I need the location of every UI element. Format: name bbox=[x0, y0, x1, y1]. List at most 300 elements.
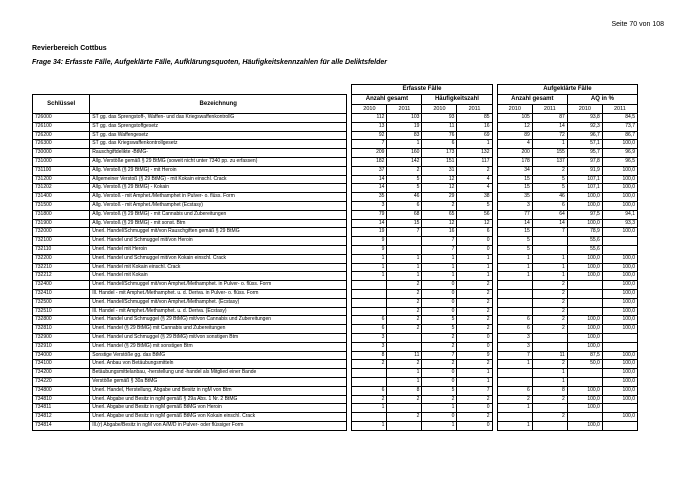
description-cell: Unerl. Handel und Schmuggel (§ 29 BtMG) mit/von Cannabis und Zubereitungen bbox=[90, 316, 347, 325]
description-cell: Unerl. Abgabe und Besitz in ngM gemäß § 29a Abs. 1 Nr. 2 BtMG bbox=[90, 395, 347, 404]
haeufigkeit-2011: 1 bbox=[457, 254, 492, 263]
aufgeklaert-2011: 1 bbox=[532, 254, 567, 263]
table-row bbox=[33, 272, 638, 281]
aq-2010: 100,0 bbox=[567, 219, 602, 228]
aq-2010: 96,7 bbox=[567, 131, 602, 140]
table-row bbox=[33, 404, 638, 413]
erfasst-2011: 1 bbox=[387, 377, 422, 386]
description-cell: Unerl. Handel und Schmuggel mit/von Heroin bbox=[90, 237, 347, 246]
aq-2011: 100,0 bbox=[602, 395, 637, 404]
aq-2011 bbox=[602, 342, 637, 351]
haeufigkeit-2010: 29 bbox=[422, 193, 457, 202]
haeufigkeit-2011: 16 bbox=[457, 122, 492, 131]
key-cell: 726300 bbox=[33, 140, 90, 149]
erfasst-2011: 2 bbox=[387, 360, 422, 369]
aq-2010: 91,9 bbox=[567, 166, 602, 175]
aq-2010 bbox=[567, 413, 602, 422]
haeufigkeit-2010: 173 bbox=[422, 149, 457, 158]
haeufigkeit-2010: 0 bbox=[422, 413, 457, 422]
aq-2011 bbox=[602, 245, 637, 254]
key-cell: 726100 bbox=[33, 122, 90, 131]
table-row bbox=[33, 289, 638, 298]
aufgeklaert-2011: 87 bbox=[532, 114, 567, 123]
description-cell: Unerl. Handel, Herstellung, Abgabe und Besitz in ngM von Btm bbox=[90, 386, 347, 395]
haeufigkeit-2011: 6 bbox=[457, 228, 492, 237]
aufgeklaert-2011: 1 bbox=[532, 272, 567, 281]
aufgeklaert-2010 bbox=[497, 369, 532, 378]
key-cell: 732400 bbox=[33, 281, 90, 290]
aq-2010: 100,0 bbox=[567, 395, 602, 404]
aufgeklaert-2010: 5 bbox=[497, 237, 532, 246]
aq-2011: 96,9 bbox=[602, 149, 637, 158]
erfasst-2011: 1 bbox=[387, 254, 422, 263]
key-cell: 732510 bbox=[33, 307, 90, 316]
aq-2010: 100,0 bbox=[567, 386, 602, 395]
aq-2011: 100,0 bbox=[602, 386, 637, 395]
description-cell: Allg. Verstöße gemäß § 29 BtMG (soweit nicht unter 7340 pp. zu erfassen) bbox=[90, 157, 347, 166]
erfasst-2010: 37 bbox=[352, 166, 387, 175]
aufgeklaert-2011: 2 bbox=[532, 395, 567, 404]
year-header: 2010 bbox=[497, 105, 532, 114]
key-cell: 731500 bbox=[33, 201, 90, 210]
haeufigkeit-2010: 1 bbox=[422, 421, 457, 430]
aufgeklaert-2010 bbox=[497, 307, 532, 316]
haeufigkeit-2010: 0 bbox=[422, 307, 457, 316]
description-cell: Sonstige Verstöße gg. das BtMG bbox=[90, 351, 347, 360]
erfasst-2010: 3 bbox=[352, 333, 387, 342]
aufgeklaert-2011: 7 bbox=[532, 228, 567, 237]
aq-2010 bbox=[567, 298, 602, 307]
aq-2010: 100,0 bbox=[567, 333, 602, 342]
aufgeklaert-2011: 2 bbox=[532, 325, 567, 334]
haeufigkeit-2011: 12 bbox=[457, 219, 492, 228]
table-row bbox=[33, 201, 638, 210]
haeufigkeit-2011: 2 bbox=[457, 325, 492, 334]
key-cell: 732110 bbox=[33, 245, 90, 254]
aq-2010: 93,8 bbox=[567, 114, 602, 123]
table-row bbox=[33, 210, 638, 219]
table-row bbox=[33, 263, 638, 272]
haeufigkeit-2011: 4 bbox=[457, 184, 492, 193]
haeufigkeit-2011: 9 bbox=[457, 351, 492, 360]
header-anzahl: Anzahl gesamt bbox=[352, 95, 422, 105]
aq-2010: 97,8 bbox=[567, 157, 602, 166]
aufgeklaert-2011: 14 bbox=[532, 219, 567, 228]
erfasst-2011 bbox=[387, 342, 422, 351]
erfasst-2011: 2 bbox=[387, 298, 422, 307]
page-number: Seite 70 von 108 bbox=[611, 21, 664, 28]
haeufigkeit-2011: 0 bbox=[457, 342, 492, 351]
erfasst-2011: 5 bbox=[387, 175, 422, 184]
key-cell: 726200 bbox=[33, 131, 90, 140]
erfasst-2010: 14 bbox=[352, 219, 387, 228]
erfasst-2010: 14 bbox=[352, 184, 387, 193]
key-cell: 732100 bbox=[33, 237, 90, 246]
key-cell: 731400 bbox=[33, 193, 90, 202]
table-row bbox=[33, 369, 638, 378]
aufgeklaert-2010: 178 bbox=[497, 157, 532, 166]
haeufigkeit-2011: 2 bbox=[457, 298, 492, 307]
aq-2010: 107,1 bbox=[567, 175, 602, 184]
header-bezeichnung: Bezeichnung bbox=[90, 95, 347, 114]
aufgeklaert-2011: 2 bbox=[532, 307, 567, 316]
haeufigkeit-2011: 85 bbox=[457, 114, 492, 123]
table-row bbox=[33, 175, 638, 184]
aq-2011: 100,0 bbox=[602, 228, 637, 237]
table-row bbox=[33, 360, 638, 369]
haeufigkeit-2010: 12 bbox=[422, 175, 457, 184]
haeufigkeit-2010: 2 bbox=[422, 333, 457, 342]
description-cell: Unerl. Handel mit Heroin bbox=[90, 245, 347, 254]
erfasst-2011: 2 bbox=[387, 307, 422, 316]
aufgeklaert-2011: 2 bbox=[532, 166, 567, 175]
aufgeklaert-2011: 5 bbox=[532, 184, 567, 193]
erfasst-2010: 9 bbox=[352, 237, 387, 246]
aq-2010: 55,6 bbox=[567, 245, 602, 254]
haeufigkeit-2011: 0 bbox=[457, 421, 492, 430]
erfasst-2010: 35 bbox=[352, 193, 387, 202]
aq-2011: 100,0 bbox=[602, 360, 637, 369]
haeufigkeit-2010: 6 bbox=[422, 140, 457, 149]
aufgeklaert-2011: 5 bbox=[532, 175, 567, 184]
erfasst-2011: 2 bbox=[387, 395, 422, 404]
erfasst-2010: 112 bbox=[352, 114, 387, 123]
aufgeklaert-2011: 137 bbox=[532, 157, 567, 166]
table-row bbox=[33, 219, 638, 228]
aufgeklaert-2010: 4 bbox=[497, 140, 532, 149]
aq-2011 bbox=[602, 333, 637, 342]
aufgeklaert-2011: 2 bbox=[532, 413, 567, 422]
haeufigkeit-2010: 1 bbox=[422, 254, 457, 263]
haeufigkeit-2011: 2 bbox=[457, 413, 492, 422]
year-header: 2011 bbox=[532, 105, 567, 114]
aq-2010: 100,0 bbox=[567, 263, 602, 272]
aufgeklaert-2010: 89 bbox=[497, 131, 532, 140]
haeufigkeit-2010: 11 bbox=[422, 122, 457, 131]
aufgeklaert-2010: 6 bbox=[497, 316, 532, 325]
erfasst-2011 bbox=[387, 404, 422, 413]
table-row bbox=[33, 298, 638, 307]
description-cell: Unerl. Abgabe und Besitz in ngM gemäß BtMG von Kokain einschl. Crack bbox=[90, 413, 347, 422]
aufgeklaert-2011: 2 bbox=[532, 281, 567, 290]
description-cell: Allg. Verstoß (§ 29 BtMG) - mit sonst. Btm bbox=[90, 219, 347, 228]
table-row bbox=[33, 157, 638, 166]
haeufigkeit-2010: 5 bbox=[422, 386, 457, 395]
aq-2011: 100,0 bbox=[602, 166, 637, 175]
haeufigkeit-2010: 2 bbox=[422, 342, 457, 351]
description-cell: Ill.(r) Abgabe/Besitz in ngM von A/M/D in Pulver- oder flüssiger Form bbox=[90, 421, 347, 430]
aq-2011: 100,0 bbox=[602, 193, 637, 202]
table-row bbox=[33, 254, 638, 263]
table-row bbox=[33, 325, 638, 334]
erfasst-2011 bbox=[387, 421, 422, 430]
key-cell: 731100 bbox=[33, 166, 90, 175]
erfasst-2011: 8 bbox=[387, 386, 422, 395]
key-cell: 734811 bbox=[33, 404, 90, 413]
haeufigkeit-2011: 1 bbox=[457, 140, 492, 149]
year-header: 2011 bbox=[602, 105, 637, 114]
description-cell: Unerl. Handel/Schmuggel mit/von Amphet./Methamphet. in Pulver- o. flüss. Form bbox=[90, 281, 347, 290]
aufgeklaert-2011: 2 bbox=[532, 298, 567, 307]
key-cell: 732410 bbox=[33, 289, 90, 298]
haeufigkeit-2011: 56 bbox=[457, 210, 492, 219]
table-row bbox=[33, 333, 638, 342]
aq-2011: 84,5 bbox=[602, 114, 637, 123]
key-cell: 734810 bbox=[33, 395, 90, 404]
aufgeklaert-2010: 12 bbox=[497, 122, 532, 131]
key-cell: 734200 bbox=[33, 369, 90, 378]
aufgeklaert-2011: 1 bbox=[532, 377, 567, 386]
haeufigkeit-2011: 2 bbox=[457, 166, 492, 175]
aq-2011: 100,0 bbox=[602, 377, 637, 386]
aq-2010: 100,0 bbox=[567, 325, 602, 334]
aufgeklaert-2011: 155 bbox=[532, 149, 567, 158]
aufgeklaert-2010: 15 bbox=[497, 175, 532, 184]
erfasst-2010: 6 bbox=[352, 386, 387, 395]
aq-2010: 100,0 bbox=[567, 342, 602, 351]
description-cell: ST gg. das Sprengstoffgesetz bbox=[90, 122, 347, 131]
aufgeklaert-2010: 3 bbox=[497, 342, 532, 351]
year-header: 2010 bbox=[422, 105, 457, 114]
haeufigkeit-2010: 31 bbox=[422, 166, 457, 175]
description-cell: Allg. Verstoß - mit Amphet./Methamphet (Ecstasy) bbox=[90, 201, 347, 210]
table-row bbox=[33, 228, 638, 237]
aq-2011: 100,0 bbox=[602, 201, 637, 210]
erfasst-2011: 2 bbox=[387, 289, 422, 298]
description-cell: ST gg. das Waffengesetz bbox=[90, 131, 347, 140]
erfasst-2010 bbox=[352, 369, 387, 378]
key-cell: 732500 bbox=[33, 298, 90, 307]
description-cell: Unerl. Handel und Schmuggel (§ 29 BtMG) mit/von sonstigen Btm bbox=[90, 333, 347, 342]
aufgeklaert-2010: 14 bbox=[497, 219, 532, 228]
erfasst-2010: 13 bbox=[352, 122, 387, 131]
haeufigkeit-2011: 117 bbox=[457, 157, 492, 166]
year-header: 2011 bbox=[387, 105, 422, 114]
erfasst-2010: 1 bbox=[352, 404, 387, 413]
aufgeklaert-2011: 11 bbox=[532, 351, 567, 360]
erfasst-2010 bbox=[352, 281, 387, 290]
aufgeklaert-2010: 3 bbox=[497, 333, 532, 342]
statistics-table bbox=[32, 84, 638, 431]
haeufigkeit-2010: 7 bbox=[422, 237, 457, 246]
aufgeklaert-2011 bbox=[532, 245, 567, 254]
table-row bbox=[33, 114, 638, 123]
aq-2011: 100,0 bbox=[602, 184, 637, 193]
aufgeklaert-2011: 2 bbox=[532, 316, 567, 325]
key-cell: 732900 bbox=[33, 333, 90, 342]
erfasst-2011: 103 bbox=[387, 114, 422, 123]
key-cell: 730000 bbox=[33, 149, 90, 158]
haeufigkeit-2011: 38 bbox=[457, 193, 492, 202]
aufgeklaert-2010: 77 bbox=[497, 210, 532, 219]
aq-2010: 55,6 bbox=[567, 237, 602, 246]
haeufigkeit-2011: 7 bbox=[457, 386, 492, 395]
aufgeklaert-2011: 1 bbox=[532, 369, 567, 378]
key-cell: 731200 bbox=[33, 175, 90, 184]
year-header: 2010 bbox=[352, 105, 387, 114]
table-row bbox=[33, 281, 638, 290]
erfasst-2010 bbox=[352, 298, 387, 307]
description-cell: Ill. Handel - mit Amphet./Methamphet. u. d. Deriva. in Pulver- o. flüss. Form bbox=[90, 289, 347, 298]
header-schluessel: Schlüssel bbox=[33, 95, 90, 114]
haeufigkeit-2010: 16 bbox=[422, 228, 457, 237]
aufgeklaert-2010: 2 bbox=[497, 395, 532, 404]
erfasst-2010: 6 bbox=[352, 325, 387, 334]
erfasst-2010: 7 bbox=[352, 140, 387, 149]
key-cell: 731900 bbox=[33, 219, 90, 228]
table-row bbox=[33, 166, 638, 175]
key-cell: 731202 bbox=[33, 184, 90, 193]
haeufigkeit-2010: 76 bbox=[422, 131, 457, 140]
aq-2011: 100,0 bbox=[602, 351, 637, 360]
erfasst-2011: 83 bbox=[387, 131, 422, 140]
aq-2010 bbox=[567, 369, 602, 378]
question-title: Frage 34: Erfasste Fälle, Aufgeklärte Fälle, Aufklärungsquoten, Häufigkeitskennzahlen für alle Deliktsfelder bbox=[32, 59, 388, 66]
haeufigkeit-2011: 2 bbox=[457, 281, 492, 290]
aq-2011 bbox=[602, 421, 637, 430]
erfasst-2010: 1 bbox=[352, 254, 387, 263]
table-row bbox=[33, 149, 638, 158]
haeufigkeit-2010: 2 bbox=[422, 360, 457, 369]
haeufigkeit-2010: 0 bbox=[422, 298, 457, 307]
erfasst-2011: 7 bbox=[387, 228, 422, 237]
haeufigkeit-2011: 2 bbox=[457, 316, 492, 325]
table-row bbox=[33, 245, 638, 254]
description-cell: Unerl. Handel (§ 29 BtMG) mit sonstigen Btm bbox=[90, 342, 347, 351]
aq-2010: 57,1 bbox=[567, 140, 602, 149]
haeufigkeit-2010: 151 bbox=[422, 157, 457, 166]
aufgeklaert-2010: 1 bbox=[497, 254, 532, 263]
erfasst-2011: 2 bbox=[387, 166, 422, 175]
aq-2010 bbox=[567, 307, 602, 316]
description-cell: Allgemeiner Verstoß (§ 29 BtMG) - mit Kokain einschl. Crack bbox=[90, 175, 347, 184]
description-cell: Unerl. Handel (§ 29 BtMG) mit Cannabis und Zubereitungen bbox=[90, 325, 347, 334]
haeufigkeit-2010: 12 bbox=[422, 219, 457, 228]
table-row bbox=[33, 122, 638, 131]
haeufigkeit-2011: 69 bbox=[457, 131, 492, 140]
haeufigkeit-2010: 2 bbox=[422, 201, 457, 210]
haeufigkeit-2010: 12 bbox=[422, 184, 457, 193]
aufgeklaert-2011 bbox=[532, 333, 567, 342]
aq-2011: 93,3 bbox=[602, 219, 637, 228]
erfasst-2010: 3 bbox=[352, 342, 387, 351]
erfasst-2011: 19 bbox=[387, 122, 422, 131]
haeufigkeit-2010: 1 bbox=[422, 404, 457, 413]
table-row bbox=[33, 351, 638, 360]
description-cell: Unerl. Handel/Schmuggel mit/von Rauschgiften gemäß § 29 BtMG bbox=[90, 228, 347, 237]
aq-2011: 96,5 bbox=[602, 157, 637, 166]
aq-2011: 100,0 bbox=[602, 413, 637, 422]
haeufigkeit-2010: 65 bbox=[422, 210, 457, 219]
erfasst-2010: 209 bbox=[352, 149, 387, 158]
erfasst-2011: 68 bbox=[387, 210, 422, 219]
haeufigkeit-2011: 2 bbox=[457, 360, 492, 369]
aq-2011: 100,0 bbox=[602, 369, 637, 378]
aq-2010: 78,9 bbox=[567, 228, 602, 237]
header-anzahl-aufgeklaert: Anzahl gesamt bbox=[497, 95, 567, 105]
key-cell: 734800 bbox=[33, 386, 90, 395]
erfasst-2011: 11 bbox=[387, 351, 422, 360]
aufgeklaert-2010: 15 bbox=[497, 184, 532, 193]
haeufigkeit-2011: 1 bbox=[457, 263, 492, 272]
table-row bbox=[33, 193, 638, 202]
description-cell: Ill. Handel - mit Amphet./Methamphet. u. d. Deriva. (Ecstasy) bbox=[90, 307, 347, 316]
erfasst-2010 bbox=[352, 307, 387, 316]
key-cell: 732810 bbox=[33, 325, 90, 334]
aq-2011: 100,0 bbox=[602, 140, 637, 149]
description-cell: Allg. Verstoß (§ 29 BtMG) - mit Cannabis und Zubereitungen bbox=[90, 210, 347, 219]
erfasst-2011: 6 bbox=[387, 201, 422, 210]
description-cell: ST gg. das Sprengstoff-, Waffen- und das KriegswaffenkontrollG bbox=[90, 114, 347, 123]
aq-2011: 100,0 bbox=[602, 254, 637, 263]
header-aufgeklaerte: Aufgeklärte Fälle bbox=[497, 85, 637, 95]
aq-2010 bbox=[567, 289, 602, 298]
erfasst-2011 bbox=[387, 245, 422, 254]
aq-2011: 73,7 bbox=[602, 122, 637, 131]
erfasst-2011: 15 bbox=[387, 219, 422, 228]
erfasst-2010: 2 bbox=[352, 395, 387, 404]
aq-2010: 100,0 bbox=[567, 254, 602, 263]
aq-2010: 92,3 bbox=[567, 122, 602, 131]
aq-2010: 97,5 bbox=[567, 210, 602, 219]
haeufigkeit-2010: 7 bbox=[422, 351, 457, 360]
aufgeklaert-2010: 1 bbox=[497, 421, 532, 430]
aufgeklaert-2010: 7 bbox=[497, 351, 532, 360]
haeufigkeit-2010: 0 bbox=[422, 369, 457, 378]
aq-2010: 100,0 bbox=[567, 272, 602, 281]
description-cell: Allg. Verstoß (§ 29 BtMG) - mit Heroin bbox=[90, 166, 347, 175]
aufgeklaert-2010: 3 bbox=[497, 201, 532, 210]
haeufigkeit-2011: 2 bbox=[457, 289, 492, 298]
key-cell: 734812 bbox=[33, 413, 90, 422]
haeufigkeit-2011: 132 bbox=[457, 149, 492, 158]
aufgeklaert-2010 bbox=[497, 298, 532, 307]
haeufigkeit-2010: 2 bbox=[422, 395, 457, 404]
erfasst-2010 bbox=[352, 289, 387, 298]
key-cell: 732212 bbox=[33, 272, 90, 281]
aq-2010: 100,0 bbox=[567, 421, 602, 430]
table-row bbox=[33, 140, 638, 149]
aq-2011: 100,0 bbox=[602, 272, 637, 281]
table-row bbox=[33, 421, 638, 430]
haeufigkeit-2010: 1 bbox=[422, 272, 457, 281]
erfasst-2010 bbox=[352, 413, 387, 422]
table-row bbox=[33, 413, 638, 422]
erfasst-2011: 5 bbox=[387, 184, 422, 193]
header-aq: AQ in % bbox=[567, 95, 637, 105]
erfasst-2010: 2 bbox=[352, 360, 387, 369]
description-cell: ST gg. das Kriegswaffenkontrollgesetz bbox=[90, 140, 347, 149]
erfasst-2011: 1 bbox=[387, 263, 422, 272]
description-cell: Allg. Verstoß - mit Amphet./Methamphet in Pulver- o. flüss. Form bbox=[90, 193, 347, 202]
aq-2011: 94,1 bbox=[602, 210, 637, 219]
key-cell: 734100 bbox=[33, 360, 90, 369]
haeufigkeit-2011: 0 bbox=[457, 333, 492, 342]
aufgeklaert-2010: 105 bbox=[497, 114, 532, 123]
table-row bbox=[33, 377, 638, 386]
year-header: 2010 bbox=[567, 105, 602, 114]
description-cell: Unerl. Handel/Schmuggel mit/von Amphet./Methamphet. (Ecstasy) bbox=[90, 298, 347, 307]
aq-2010: 100,0 bbox=[567, 193, 602, 202]
key-cell: 726000 bbox=[33, 114, 90, 123]
erfasst-2011: 1 bbox=[387, 140, 422, 149]
erfasst-2010: 3 bbox=[352, 201, 387, 210]
aq-2011: 100,0 bbox=[602, 263, 637, 272]
aufgeklaert-2010: 1 bbox=[497, 272, 532, 281]
erfasst-2010: 14 bbox=[352, 175, 387, 184]
key-cell: 734814 bbox=[33, 421, 90, 430]
haeufigkeit-2010: 93 bbox=[422, 114, 457, 123]
